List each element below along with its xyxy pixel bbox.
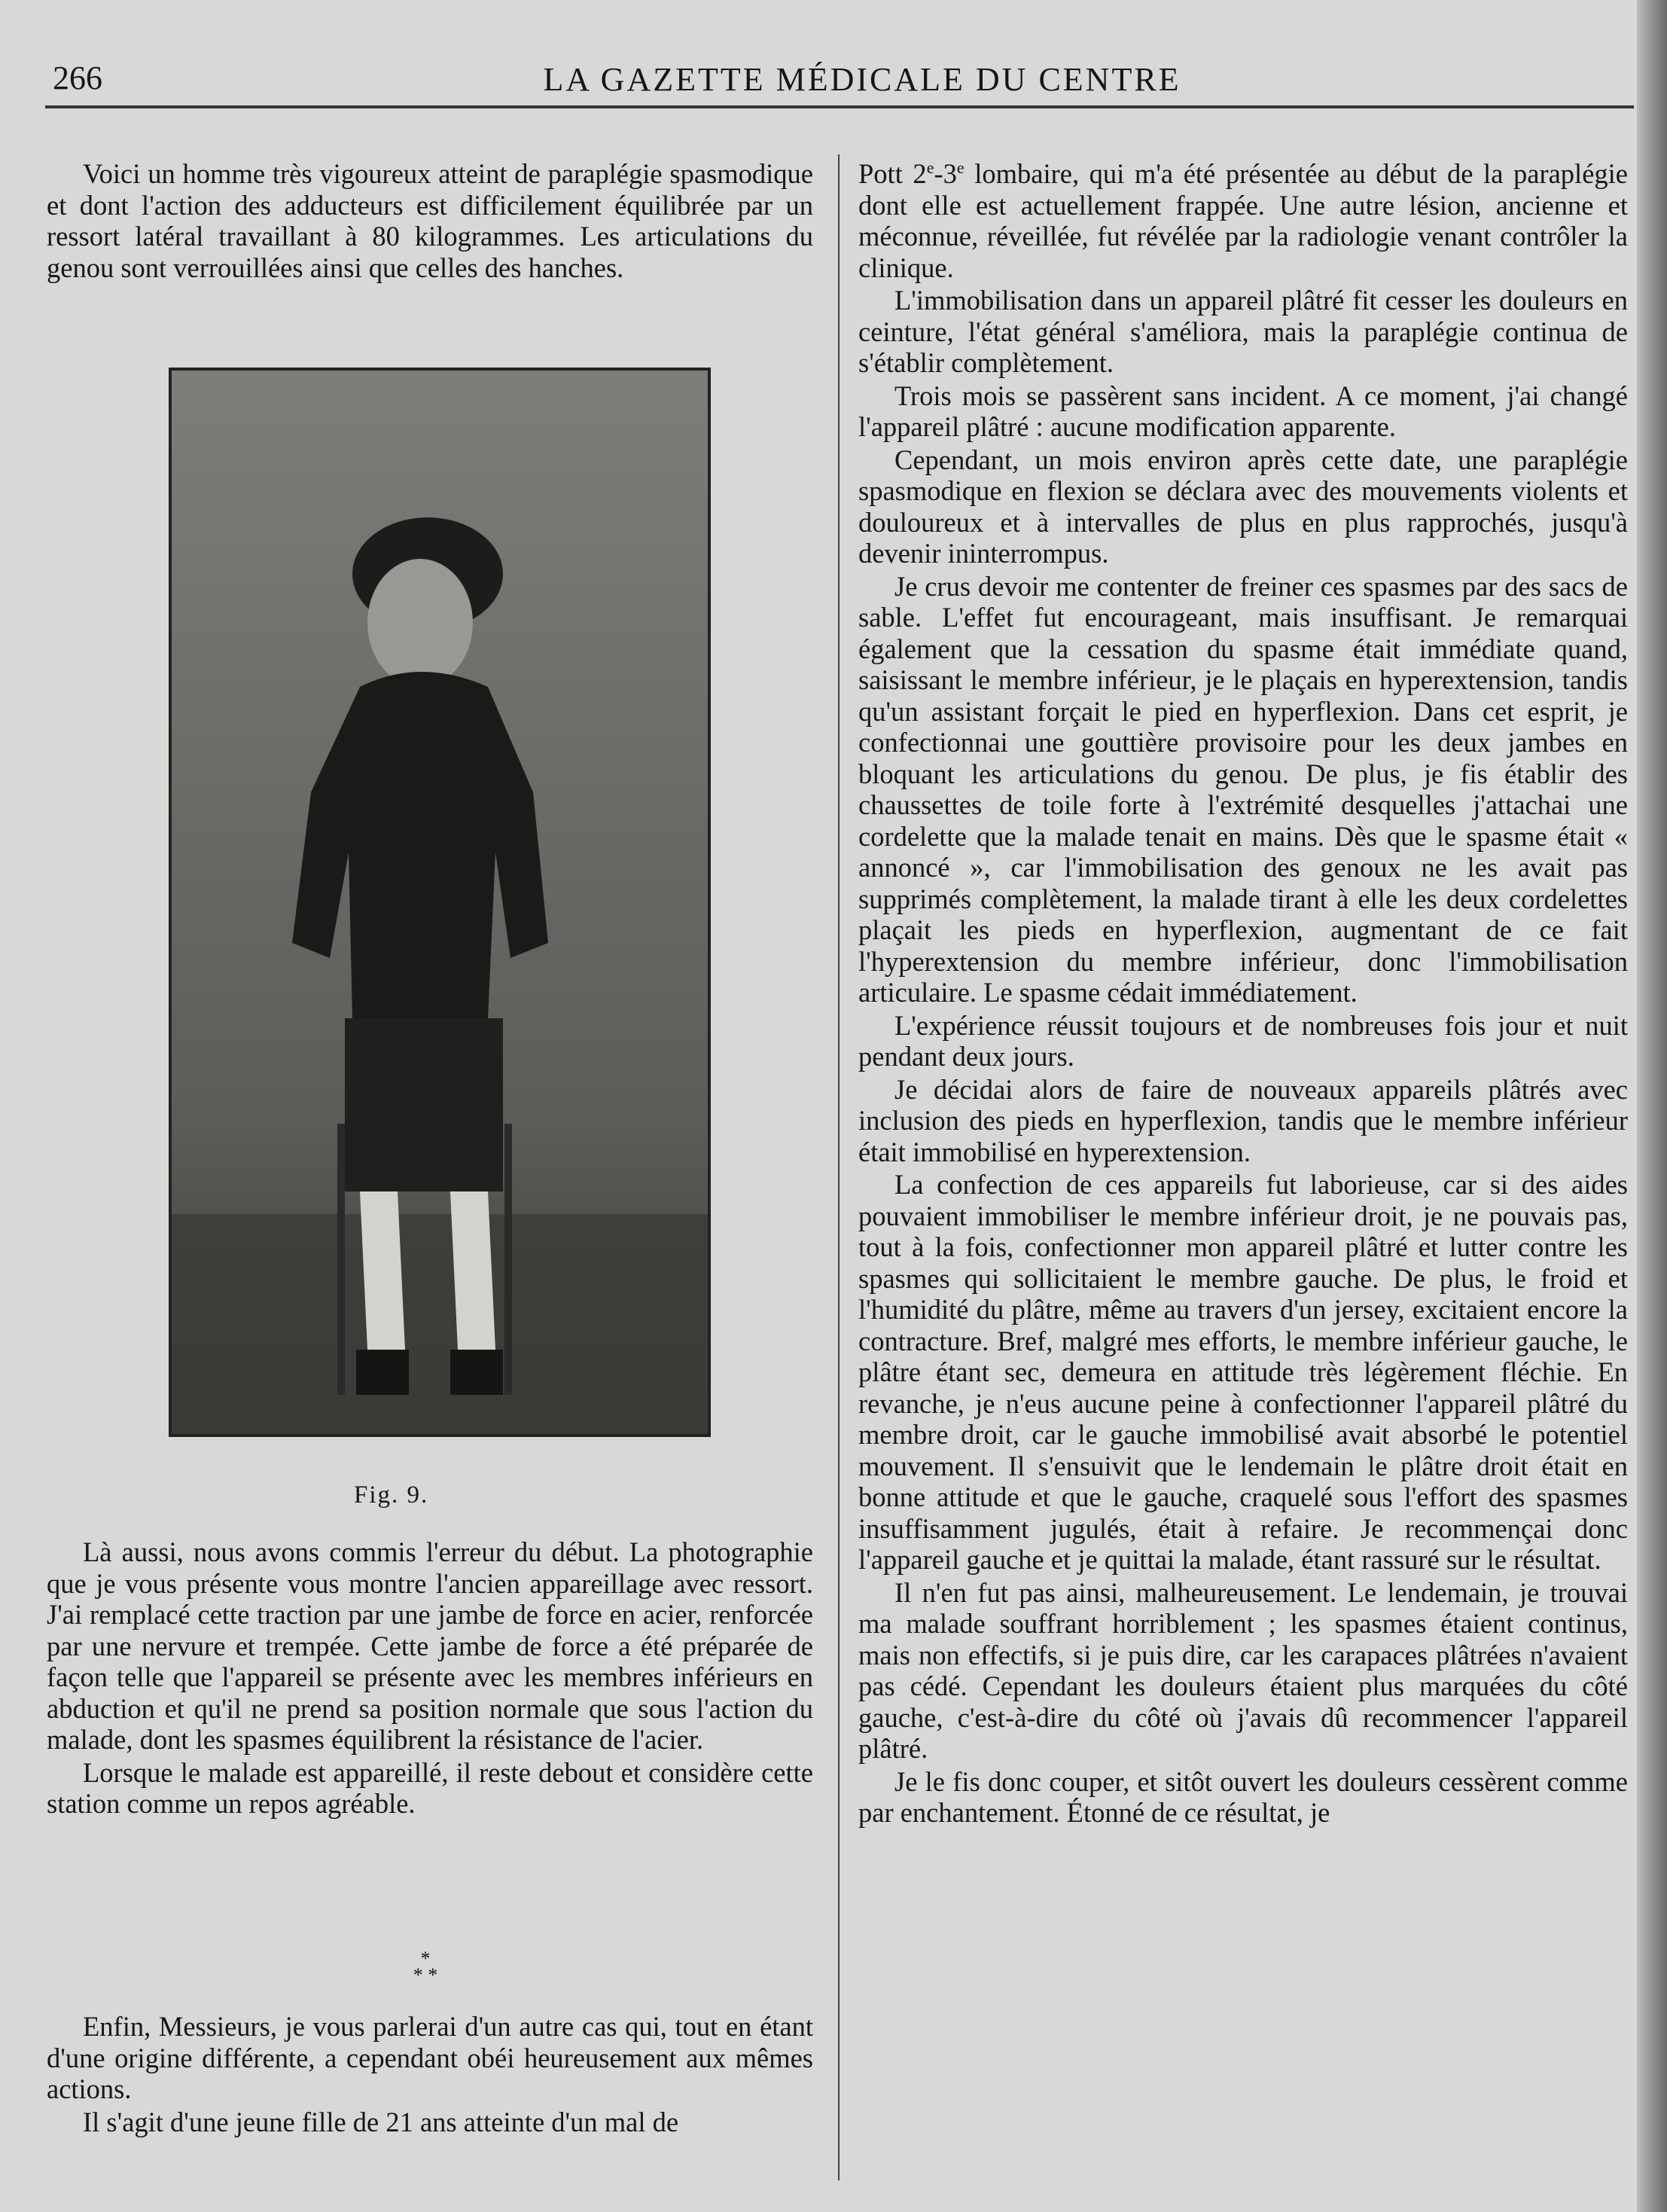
page-number: 266 <box>53 59 102 96</box>
paragraph: Cependant, un mois environ après cette date, une paraplégie spasmodique en flexion se déclara avec des mouvements violents et douloureux et à intervalles de plus en plus rapprochés, jusqu'à devenir ininterrompus. <box>858 444 1628 569</box>
text-run: lombaire, qui m'a été présentée au début de la paraplégie dont elle est actuellement frappée. Une autre lésion, ancienne et méconnue, réveillée, fut révélée par la radiologie venant contrôler la clinique. <box>858 158 1628 283</box>
figure-photo <box>169 368 711 1437</box>
text-run: Pott 2 <box>858 158 927 189</box>
page-edge-shadow <box>1637 0 1667 2212</box>
paragraph <box>858 158 1628 283</box>
left-column-text <box>47 1536 813 1820</box>
paragraph: Il s'agit d'une jeune fille de 21 ans atteinte d'un mal de <box>83 2106 679 2137</box>
paragraph: Enfin, Messieurs, je vous parlerai d'un autre cas qui, tout en étant d'une origine différente, a cependant obéi heureusement aux mêmes actions. <box>47 2011 813 2104</box>
left-column-intro <box>47 158 813 283</box>
superscript: e <box>956 157 965 177</box>
paragraph: Lorsque le malade est appareillé, il reste debout et considère cette station comme un repos agréable. <box>47 1756 813 1819</box>
left-column-tail <box>47 2011 813 2137</box>
paragraph: Je décidai alors de faire de nouveaux appareils plâtrés avec inclusion des pieds en hyperflexion, tandis que le membre inférieur était immobilisé en hyperextension. <box>858 1073 1628 1167</box>
figure-caption: Fig. 9. <box>354 1481 429 1509</box>
page-header <box>45 51 1626 104</box>
paragraph: L'expérience réussit toujours et de nombreuses fois jour et nuit pendant deux jours. <box>858 1009 1628 1072</box>
standing-boy-illustration <box>172 371 708 1434</box>
paragraph: L'immobilisation dans un appareil plâtré fit cesser les douleurs en ceinture, l'état général s'améliora, mais la paraplégie continua de s'établir complètement. <box>858 285 1628 378</box>
superscript: e <box>926 157 934 177</box>
section-dinkus: * * * <box>413 1948 438 1986</box>
paragraph: Il n'en fut pas ainsi, malheureusement. Le lendemain, je trouvai ma malade souffrant horriblement ; les spasmes étaient continus, mais non effectifs, si je puis dire, car les carapaces plâtrées n'avaient pas cédé. Cependant les douleurs étaient plus marquées du côté gauche, c'est-à-dire du côté où j'avais dû recommencer l'appareil plâtré. <box>858 1576 1628 1764</box>
paragraph: Je crus devoir me contenter de freiner ces spasmes par des sacs de sable. L'effet fut encourageant, mais insuffisant. Je remarquai également que la cessation du spasme était immédiate quand, saisissant le membre inférieur, je le plaçais en hyperextension, tandis qu'un assistant forçait le pied en hyperflexion. Dans cet esprit, je confectionnai une gouttière provisoire pour les deux jambes en bloquant les articulations du genou. De plus, je fis établir des chaussettes de toile forte à l'extrémité desquelles j'attachai une cordelette que la malade tenait en mains. Dès que le spasme était « annoncé », car l'immobilisation des genoux ne les avait pas supprimés complètement, la malade tirant à elle les deux cordelettes plaçait les pieds en hyperflexion, augmentant de ce fait l'hyperextension du membre inférieur, donc l'immobilisation articulaire. Le spasme cédait immédiatement. <box>858 570 1628 1008</box>
text-run: -3 <box>934 158 957 189</box>
paragraph: Trois mois se passèrent sans incident. A ce moment, j'ai changé l'appareil plâtré : aucune modification apparente. <box>858 380 1628 442</box>
paragraph: Je le fis donc couper, et sitôt ouvert les douleurs cessèrent comme par enchantement. Étonné de ce résultat, je <box>858 1765 1628 1828</box>
paragraph: La confection de ces appareils fut laborieuse, car si des aides pouvaient immobiliser le membre inférieur droit, je ne pouvais pas, tout à la fois, confectionner mon appareil plâtré et lutter contre les spasmes qui sollicitaient le membre gauche. De plus, le froid et l'humidité du plâtre, même au travers d'un jersey, excitaient encore la contracture. Bref, malgré mes efforts, le membre inférieur gauche, le plâtre étant sec, demeura en attitude très légèrement fléchie. En revanche, je n'eus aucune peine à confectionner l'appareil plâtré du membre droit, car le gauche immobilisé avait absorbé le potentiel mouvement. Il s'ensuivit que le lendemain le plâtre droit était en bonne attitude et que le gauche, craquelé sous l'effort des spasmes insuffisamment jugulés, était à refaire. Je recommençai donc l'appareil gauche et je quittai la malade, étant rassuré sur le résultat. <box>858 1169 1628 1575</box>
column-divider <box>838 154 840 2180</box>
paragraph: Voici un homme très vigoureux atteint de paraplégie spasmodique et dont l'action des adducteurs est difficilement équilibrée par un ressort latéral travaillant à 80 kilogrammes. Les articulations du genou sont verrouillées ainsi que celles des hanches. <box>47 158 813 283</box>
running-title: LA GAZETTE MÉDICALE DU CENTRE <box>543 61 1181 98</box>
paragraph: Là aussi, nous avons commis l'erreur du début. La photographie que je vous présente vous montre l'ancien appareillage avec ressort. J'ai remplacé cette traction par une jambe de force en acier, renforcée par une nervure et trempée. Cette jambe de force a été préparée de façon telle que l'appareil se présente avec les membres inférieurs en abduction et qu'il ne prend sa position normale que sous l'action du malade, dont les spasmes équilibrent la résistance de l'acier. <box>47 1536 813 1755</box>
right-column-text <box>858 158 1628 1829</box>
header-rule <box>45 105 1634 108</box>
